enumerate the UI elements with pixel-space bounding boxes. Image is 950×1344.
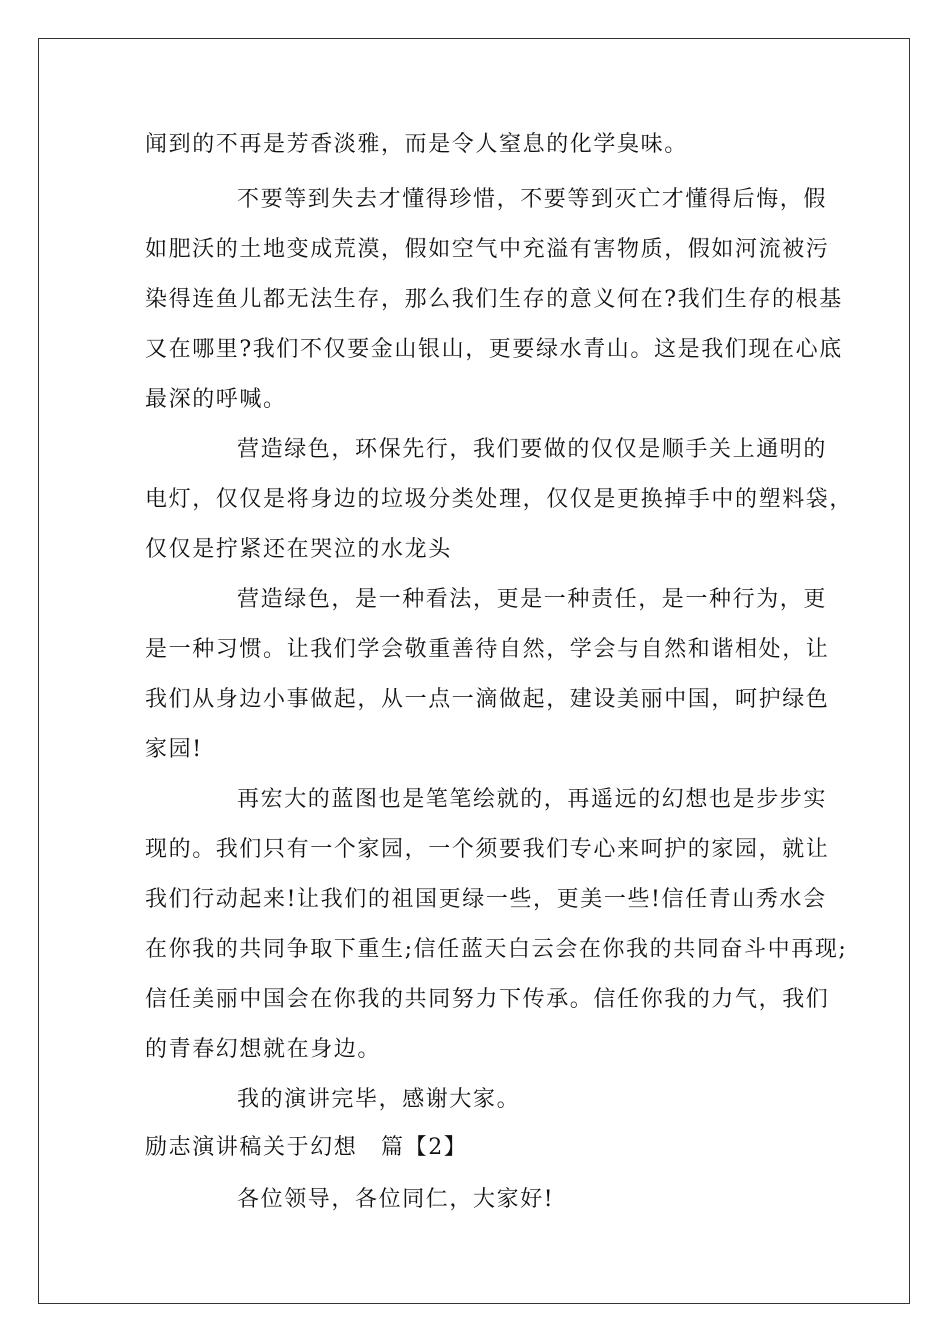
paragraph-line: 在你我的共同争取下重生;信任蓝天白云会在你我的共同奋斗中再现; <box>145 937 848 962</box>
paragraph-line: 家园! <box>145 737 203 762</box>
section-heading: 励志演讲稿关于幻想 篇【2】 <box>145 1135 468 1160</box>
paragraph-line: 信任美丽中国会在你我的共同努力下传承。信任你我的力气，我们 <box>145 987 830 1012</box>
paragraph-line: 染得连鱼儿都无法生存，那么我们生存的意义何在?我们生存的根基 <box>145 287 843 312</box>
greeting-line: 各位领导，各位同仁，大家好! <box>237 1187 555 1212</box>
paragraph-line: 闻到的不再是芳香淡雅，而是令人窒息的化学臭味。 <box>145 132 688 157</box>
paragraph-line: 电灯，仅仅是将身边的垃圾分类处理，仅仅是更换掉手中的塑料袋， <box>145 487 854 512</box>
paragraph-line: 营造绿色，环保先行，我们要做的仅仅是顺手关上通明的 <box>237 437 828 462</box>
paragraph-line: 如肥沃的土地变成荒漠，假如空气中充溢有害物质，假如河流被污 <box>145 237 830 262</box>
paragraph-line: 又在哪里?我们不仅要金山银山，更要绿水青山。这是我们现在心底 <box>145 337 843 362</box>
paragraph-line: 我的演讲完毕，感谢大家。 <box>237 1087 521 1112</box>
paragraph-line: 不要等到失去才懂得珍惜，不要等到灭亡才懂得后悔，假 <box>237 187 828 212</box>
paragraph-line: 营造绿色，是一种看法，更是一种责任，是一种行为，更 <box>237 587 828 612</box>
paragraph-line: 再宏大的蓝图也是笔笔绘就的，再遥远的幻想也是步步实 <box>237 787 828 812</box>
paragraph-line: 现的。我们只有一个家园，一个须要我们专心来呵护的家园，就让 <box>145 837 830 862</box>
paragraph-line: 是一种习惯。让我们学会敬重善待自然，学会与自然和谐相处，让 <box>145 637 830 662</box>
paragraph-line: 最深的呼喊。 <box>145 387 287 412</box>
paragraph-line: 仅仅是拧紧还在哭泣的水龙头 <box>145 537 452 562</box>
paragraph-line: 的青春幻想就在身边。 <box>145 1037 382 1062</box>
paragraph-line: 我们行动起来!让我们的祖国更绿一些，更美一些!信任青山秀水会 <box>145 887 827 912</box>
paragraph-line: 我们从身边小事做起，从一点一滴做起，建设美丽中国，呵护绿色 <box>145 687 830 712</box>
